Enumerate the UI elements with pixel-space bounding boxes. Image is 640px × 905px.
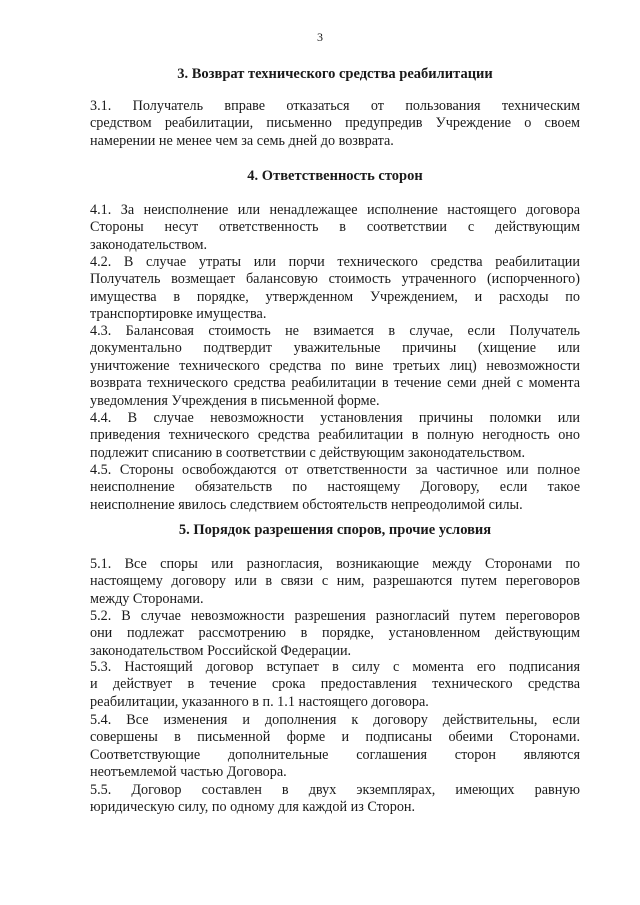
paragraph-line: 5.1. Все споры или разногласия, возникающие между Сторонами по [90,556,580,572]
paragraph-5-5 [90,782,580,817]
paragraph-line: 4.1. За неисполнение или ненадлежащее исполнение настоящего договора [90,202,580,218]
paragraph-line: 5.3. Настоящий договор вступает в силу с момента его подписания [90,659,580,675]
paragraph-line: 5.4. Все изменения и дополнения к договору действительны, если [90,712,580,728]
paragraph-line: настоящему договору или в связи с ним, разрешаются путем переговоров [90,573,580,590]
paragraph-line: возврата технического средства реабилитации в течение семи дней с момента [90,375,580,392]
paragraph-4-2 [90,254,580,324]
paragraph-4-5 [90,462,580,514]
section-5-heading: 5. Порядок разрешения споров, прочие условия [178,522,492,538]
page-number: 3 [317,30,323,44]
paragraph-line: 4.4. В случае невозможности установления причины поломки или [90,410,580,426]
paragraph-5-2 [90,608,580,660]
paragraph-line: совершены в письменной форме и подписаны обеими Сторонами. [90,729,580,746]
paragraph-5-4 [90,712,580,782]
paragraph-line: законодательством. [90,236,208,253]
paragraph-line: Стороны несут ответственность в соответствии с действующим [90,219,580,236]
paragraph-line: Получатель возмещает балансовую стоимость утраченного (испорченного) [90,271,580,288]
paragraph-line: реабилитации, указанного в п. 1.1 настоящего договора. [90,693,429,710]
paragraph-line: Соответствующие дополнительные соглашения сторон являются [90,746,580,763]
paragraph-line: намерении не менее чем за семь дней до возврата. [90,132,394,149]
paragraph-line: неотъемлемой частью Договора. [90,764,287,781]
paragraph-line: уведомления Учреждения в письменной форме. [90,392,380,409]
paragraph-line: транспортировке имущества. [90,306,267,323]
paragraph-line: они подлежат рассмотрению в порядке, установленном действующим [90,625,580,642]
paragraph-line: средством реабилитации, письменно предупредив Учреждение о своем [90,115,580,132]
paragraph-line: документально подтвердит уважительные причины (хищение или [90,340,580,357]
section-3-heading: 3. Возврат технического средства реабилитации [177,66,493,82]
paragraph-5-1 [90,556,580,608]
paragraph-line: неисполнение явилось следствием обстоятельств непреодолимой силы. [90,496,523,513]
paragraph-4-4 [90,410,580,462]
paragraph-line: 3.1. Получатель вправе отказаться от пользования техническим [90,98,580,114]
paragraph-line: приведения технического средства реабилитации в полную негодность оно [90,427,580,444]
paragraph-3-1 [90,98,580,150]
paragraph-line: уничтожение технического средства по вине третьих лиц) невозможности [90,357,580,374]
paragraph-line: подлежит списанию в соответствии с действующим законодательством. [90,444,526,461]
paragraph-line: и действует в течение срока предоставления технического средства [90,676,580,693]
section-4-heading: 4. Ответственность сторон [247,168,423,184]
paragraph-line: 4.3. Балансовая стоимость не взимается в случае, если Получатель [90,323,580,339]
paragraph-line: законодательством Российской Федерации. [90,642,352,659]
paragraph-5-3 [90,659,580,711]
paragraph-line: юридическую силу, по одному для каждой из Сторон. [90,799,416,816]
paragraph-4-1 [90,202,580,254]
paragraph-line: между Сторонами. [90,590,204,607]
paragraph-line: 5.5. Договор составлен в двух экземплярах, имеющих равную [90,782,580,798]
paragraph-line: 4.2. В случае утраты или порчи технического средства реабилитации [90,254,580,270]
paragraph-line: неисполнение обязательств по настоящему Договору, если такое [90,479,580,496]
paragraph-line: 4.5. Стороны освобождаются от ответственности за частичное или полное [90,462,580,478]
paragraph-4-3 [90,323,580,410]
paragraph-line: имущества в порядке, утвержденном Учреждением, и расходы по [90,288,580,305]
paragraph-line: 5.2. В случае невозможности разрешения разногласий путем переговоров [90,608,580,624]
